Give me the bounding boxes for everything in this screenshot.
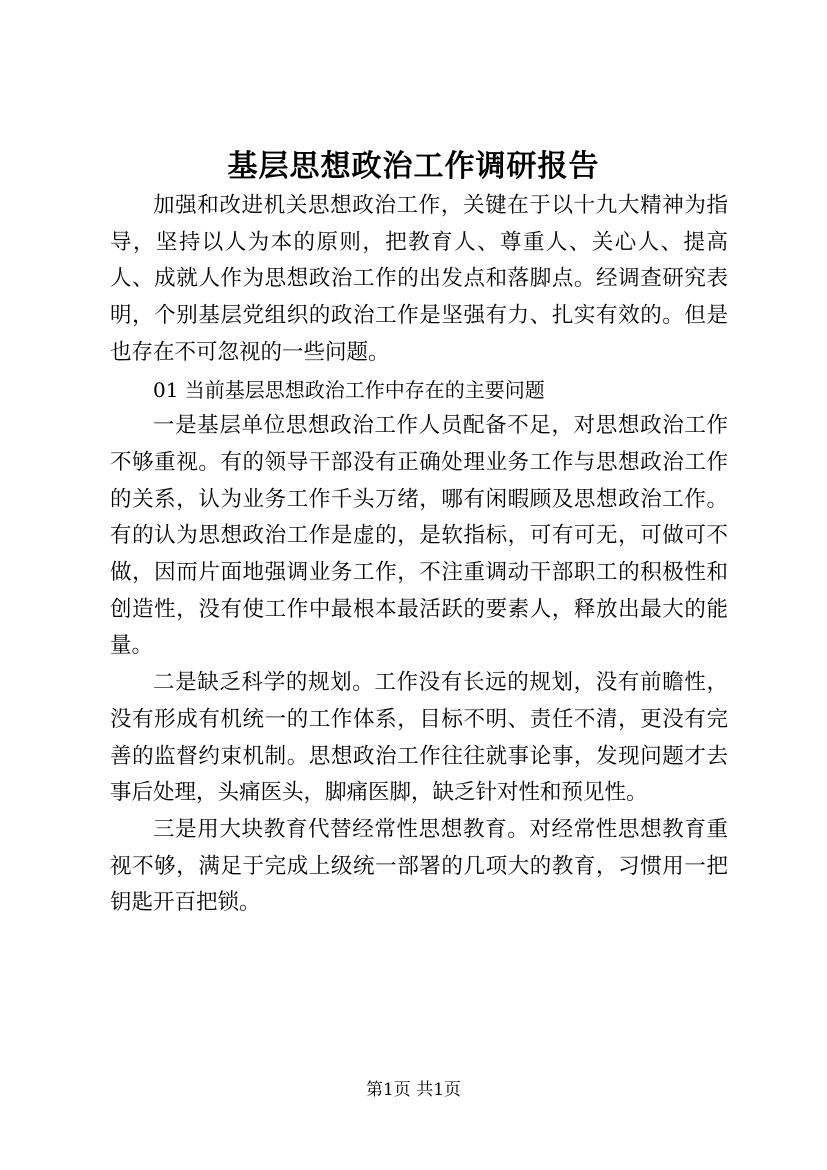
- paragraph-problem-1: 一是基层单位思想政治工作人员配备不足，对思想政治工作不够重视。有的领导干部没有正确处理业务工作与思想政治工作的关系，认为业务工作千头万绪，哪有闲暇顾及思想政治工作。有的认为思想政治工作是虚的，是软指标，可有可无，可做可不做，因而片面地强调业务工作，不注重调动干部职工的积极性和创造性，没有使工作中最根本最活跃的要素人，释放出最大的能量。: [110, 413, 728, 659]
- document-body: [110, 188, 728, 922]
- paragraph-problem-3: 三是用大块教育代替经常性思想教育。对经常性思想教育重视不够，满足于完成上级统一部署的几项大的教育，习惯用一把钥匙开百把锁。: [110, 816, 728, 916]
- paragraph-problem-2: 二是缺乏科学的规划。工作没有长远的规划，没有前瞻性，没有形成有机统一的工作体系，目标不明、责任不清，更没有完善的监督约束机制。思想政治工作往往就事论事，发现问题才去事后处理，头痛医头，脚痛医脚，缺乏针对性和预见性。: [110, 670, 728, 806]
- section-heading: 01 当前基层思想政治工作中存在的主要问题: [153, 377, 545, 402]
- paragraph-intro: 加强和改进机关思想政治工作，关键在于以十九大精神为指导，坚持以人为本的原则，把教育人、尊重人、关心人、提高人、成就人作为思想政治工作的出发点和落脚点。经调查研究表明，个别基层党组织的政治工作是坚强有力、扎实有效的。但是也存在不可忽视的一些问题。: [110, 193, 728, 365]
- document-title: 基层思想政治工作调研报告: [227, 149, 600, 184]
- page-footer: 第1页 共1页: [365, 1080, 462, 1100]
